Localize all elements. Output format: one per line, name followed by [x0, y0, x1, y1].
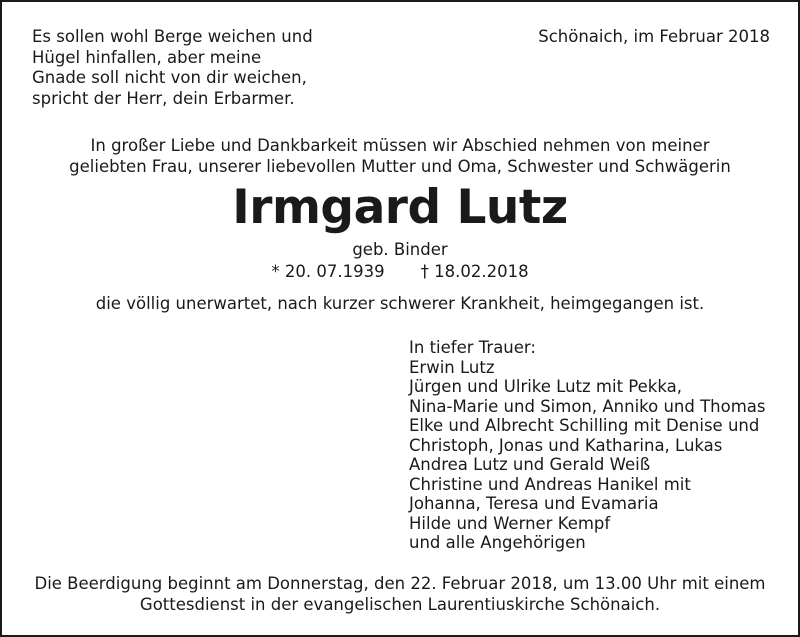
death-date: † 18.02.2018 [420, 262, 529, 281]
cause-of-death-text: die völlig unerwartet, nach kurzer schwerer Krankheit, heimgegangen ist. [95, 294, 705, 313]
funeral-line: Die Beerdigung beginnt am Donnerstag, den 22. Februar 2018, um 13.00 Uhr mit einem [34, 574, 766, 593]
mourners-list [409, 338, 766, 553]
mourner-line: und alle Angehörigen [409, 533, 586, 552]
mourner-line: Christine und Andreas Hanikel mit [409, 474, 691, 494]
mourner-line: Nina-Marie und Simon, Anniko und Thomas [409, 396, 766, 416]
birth-date: * 20. 07.1939 [271, 262, 385, 281]
intro-line: In großer Liebe und Dankbarkeit müssen wir Abschied nehmen von meiner [90, 136, 710, 155]
place-and-date: Schönaich, im Februar 2018 [538, 27, 770, 46]
funeral-notice [0, 573, 800, 615]
deceased-name: Irmgard Lutz [232, 180, 568, 235]
mourner-line: Jürgen und Ulrike Lutz mit Pekka, [409, 377, 682, 396]
mourner-line: Christoph, Jonas und Katharina, Lukas [409, 435, 723, 455]
mourner-line: Erwin Lutz [409, 357, 495, 377]
quote-line: Es sollen wohl Berge weichen und [32, 27, 313, 46]
intro-text [0, 135, 800, 177]
mourner-line: Hilde und Werner Kempf [409, 513, 611, 533]
bible-quote [32, 27, 313, 109]
maiden-name: geb. Binder [352, 240, 448, 259]
funeral-line: Gottesdienst in der evangelischen Laurentiuskirche Schönaich. [139, 595, 661, 614]
quote-line: Hügel hinfallen, aber meine [32, 47, 262, 67]
mourners-heading: In tiefer Trauer: [409, 338, 536, 357]
intro-line: geliebten Frau, unserer liebevollen Mutter und Oma, Schwester und Schwägerin [69, 157, 731, 176]
quote-line: spricht der Herr, dein Erbarmer. [32, 88, 295, 108]
mourner-line: Andrea Lutz und Gerald Weiß [409, 455, 651, 474]
mourner-line: Elke und Albrecht Schilling mit Denise und [409, 416, 760, 435]
mourner-line: Johanna, Teresa und Evamaria [409, 494, 659, 513]
life-dates [0, 262, 800, 282]
quote-line: Gnade soll nicht von dir weichen, [32, 68, 307, 87]
